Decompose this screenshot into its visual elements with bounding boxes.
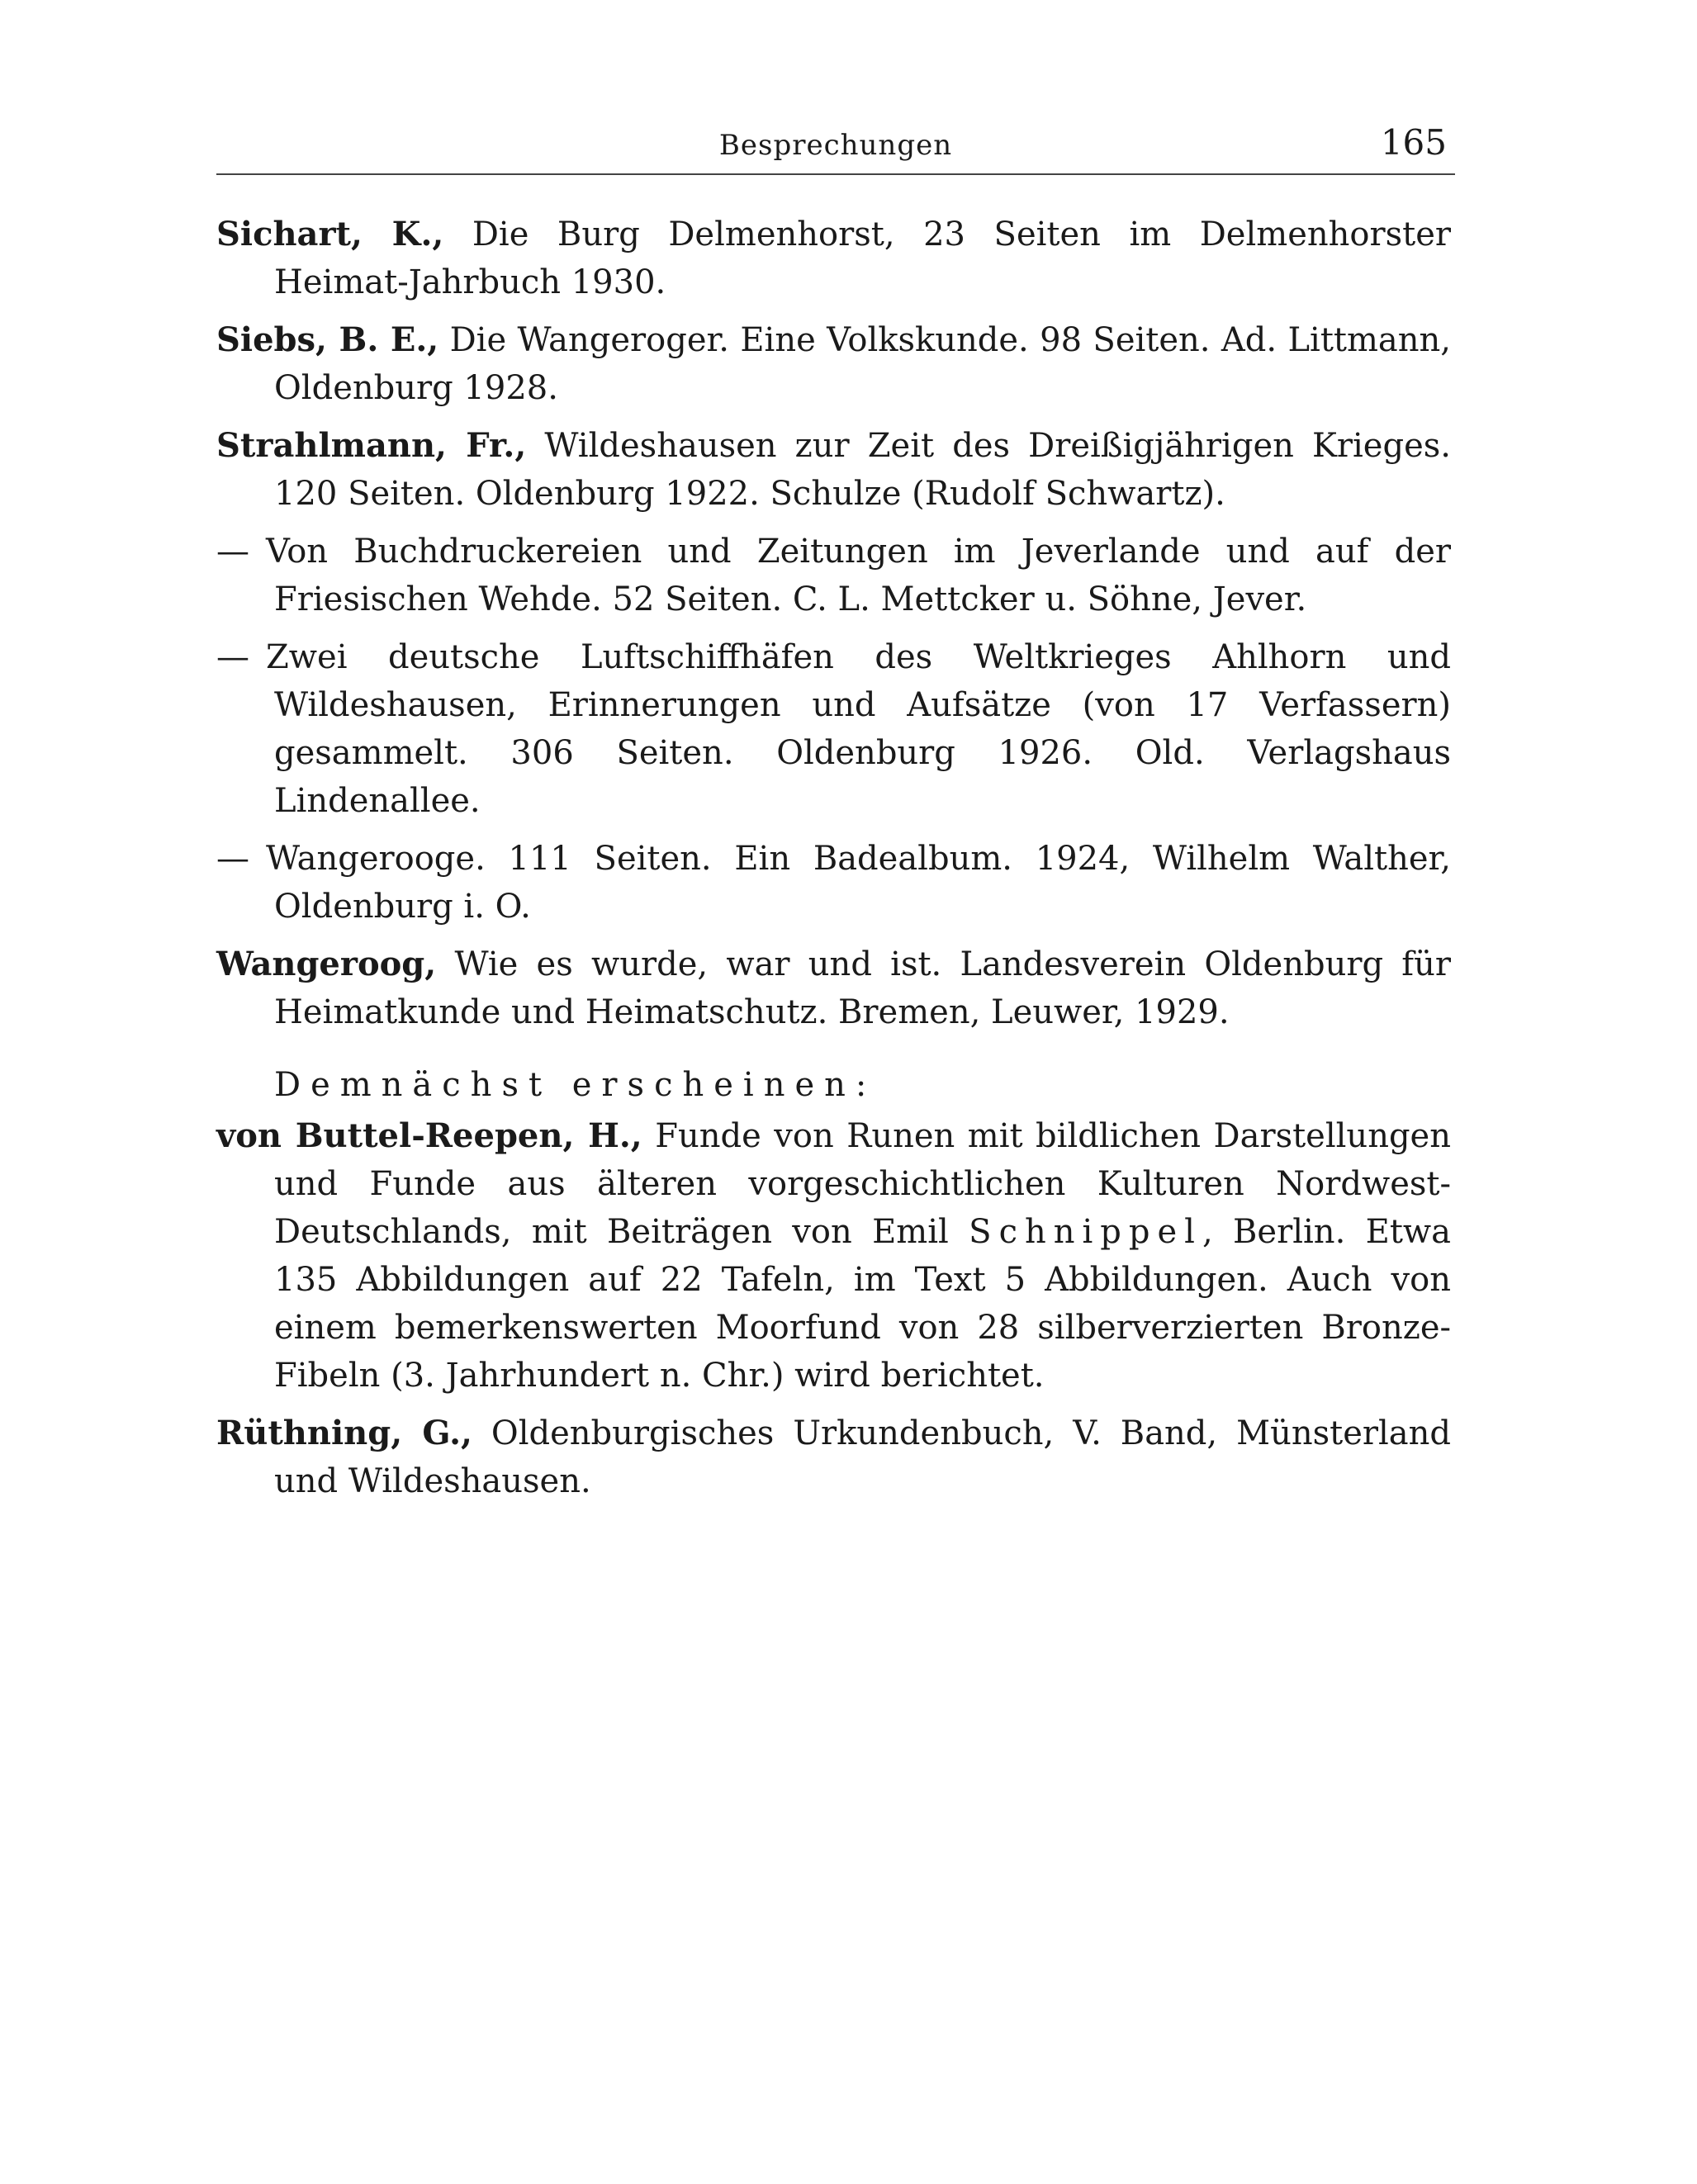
entry-text: Funde von Runen mit bildlichen Darstellungen und Funde aus älteren vorgeschichtlichen Kulturen Nordwest-Deutschlands, mit Beiträgen von Emil — [274, 1117, 1451, 1251]
entry-text: Die Burg Delmenhorst, 23 Seiten im Delmenhorster Heimat-Jahrbuch 1930. — [274, 216, 1451, 301]
bibliography-entry — [216, 528, 1451, 623]
entry-text: Wildeshausen zur Zeit des Dreißigjährigen Krieges. 120 Seiten. Oldenburg 1922. Schulze (Rudolf Schwartz). — [274, 427, 1451, 513]
entry-text: Oldenburgisches Urkundenbuch, V. Band, Münsterland und Wildeshausen. — [274, 1414, 1452, 1500]
entry-text: Wangerooge. 111 Seiten. Ein Badealbum. 1924, Wilhelm Walther, Oldenburg i. O. — [266, 840, 1451, 926]
bibliography-list — [216, 211, 1451, 1515]
entry-text: Zwei deutsche Luftschiffhäfen des Weltkrieges Ahlhorn und Wildeshausen, Erinnerungen und Aufsätze (von 17 Verfassern) gesammelt. 306 Seiten. Oldenburg 1926. Old. Verlagshaus Lindenallee. — [266, 638, 1451, 820]
section-heading: Demnächst erscheinen: — [274, 1066, 877, 1104]
bibliography-entry — [216, 940, 1451, 1036]
entry-author: Rüthning, G., — [216, 1414, 472, 1452]
page-header — [216, 122, 1455, 175]
entry-text: , Berlin. Etwa 135 Abbildungen auf 22 Tafeln, im Text 5 Abbildungen. Auch von einem bemerkenswerten Moorfund von 28 silberverzierten Bronze-Fibeln (3. Jahrhundert n. Chr.) wird berichtet. — [274, 1213, 1451, 1395]
spaced-name: Schnippel — [969, 1213, 1202, 1251]
running-title: Besprechungen — [718, 129, 953, 162]
bibliography-entry — [216, 1112, 1451, 1400]
page-number: 165 — [1380, 122, 1447, 163]
ditto-dash: — — [216, 638, 249, 676]
bibliography-entry — [216, 211, 1451, 306]
entry-author: von Buttel-Reepen, H., — [216, 1116, 642, 1155]
entry-author: Wangeroog, — [216, 945, 437, 983]
entry-text: Von Buchdruckereien und Zeitungen im Jeverlande und auf der Friesischen Wehde. 52 Seiten. C. L. Mettcker u. Söhne, Jever. — [266, 533, 1451, 618]
entry-author: Strahlmann, Fr., — [216, 426, 527, 465]
entry-text: Wie es wurde, war und ist. Landesverein Oldenburg für Heimatkunde und Heimatschutz. Bremen, Leuwer, 1929. — [274, 945, 1451, 1031]
entry-author: Sichart, K., — [216, 215, 444, 253]
ditto-dash: — — [216, 840, 249, 878]
bibliography-entry — [216, 633, 1451, 825]
bibliography-entry — [216, 316, 1451, 412]
bibliography-entry — [216, 835, 1451, 931]
bibliography-entry — [216, 422, 1451, 518]
ditto-dash: — — [216, 533, 249, 571]
entry-author: Siebs, B. E., — [216, 320, 439, 359]
entry-text: Die Wangeroger. Eine Volkskunde. 98 Seiten. Ad. Littmann, Oldenburg 1928. — [274, 321, 1452, 407]
bibliography-entry — [216, 1409, 1451, 1505]
